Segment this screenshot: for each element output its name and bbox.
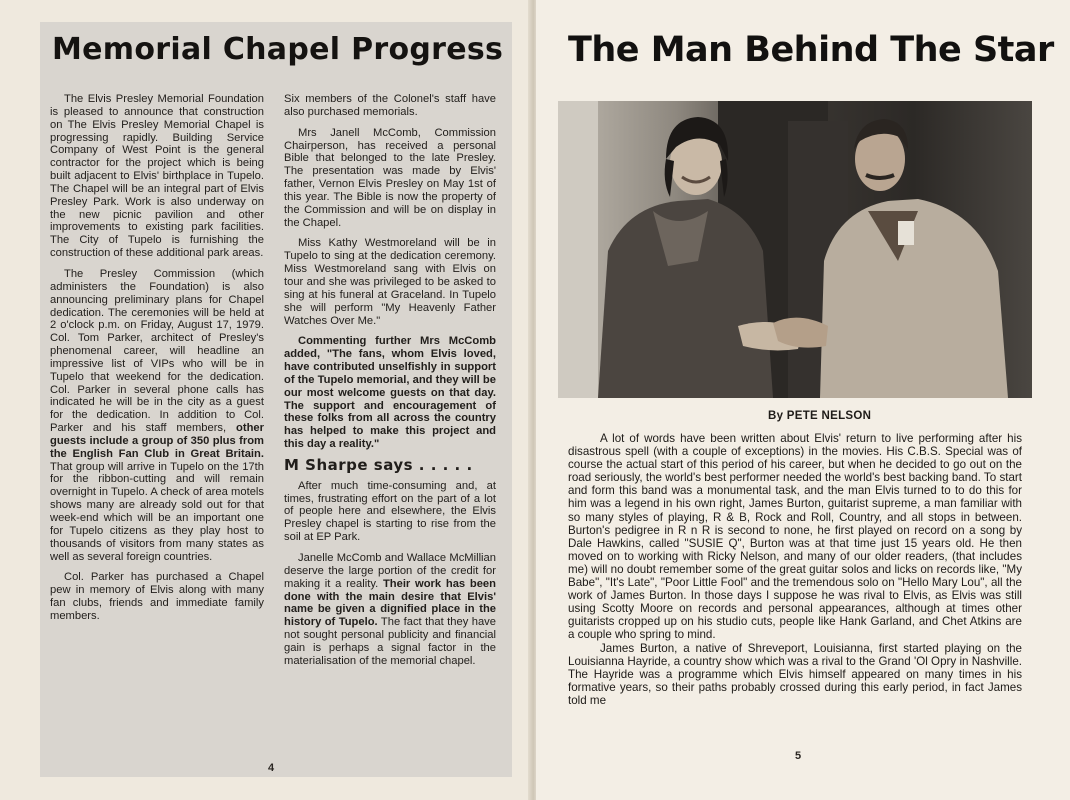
page-number-right: 5	[795, 750, 802, 762]
paragraph: The Elvis Presley Memorial Foundation is pleased to announce that construction on The Elvis Presley Memorial Chapel is progressing rapidly. Building Service Company of West Point is the general contractor for the project which is being built adjacent to Elvis' birthplace in Tupelo. The Chapel will be an integral part of Elvis Presley Park. Work is also underway on the new picnic pavilion and other improvements to existing park facilities. The City of Tupelo is furnishing the construction of these additional park areas.	[50, 93, 264, 260]
section-heading: M Sharpe says . . . . .	[284, 455, 473, 474]
byline: By PETE NELSON	[768, 410, 872, 422]
text-run: The Presley Commission (which administers the Foundation) is also announcing preliminary plans for Chapel dedication. The ceremonies will be held at 2 o'clock p.m. on Friday, August 17, 1979. Col. Tom Parker, architect of Presley's phenomenal career, will headline an impressive list of VIPs who will be in Tupelo that weekend for the dedication. Col. Parker in several phone calls has indicated he will be in the city as a guest for the dedication. In addition to Col. Parker and his staff members,	[50, 267, 264, 435]
bold-text-run: Their work has been done with the main desire that Elvis' name be given a dignified place in the history of Tupelo.	[284, 577, 496, 629]
bold-text-run: Commenting further Mrs McComb added, "The fans, whom Elvis loved, have contributed unselfishly in support of the Tupelo memorial, and they will be our most welcome guests on that day. The support and encouragement of these folks from all across the country has helped to make this project and this day a reality."	[284, 335, 496, 451]
paragraph	[284, 335, 496, 451]
text-run: The fact that they have not sought personal publicity and financial gain is perhaps a signal factor in the materialisation of the memorial chapel.	[284, 616, 497, 667]
paragraph: A lot of words have been written about Elvis' return to live performing after his disastrous spell (with a couple of exceptions) in the movies. His C.B.S. Special was of course the actual start of this period of his career, but when he decided to go out on the road seriously, the world's best performer needed the world's best backing band. To start and form this band was a monumental task, and the man Elvis turned to to do this for him was a legend in his own right, James Burton, guitarist supreme, a man familiar with so many styles of playing, R & B, Rock and Roll, Country, and all stops in between. Burton's pedigree in R n R is second to none, he first played on record on a song by Dale Hawkins, called "SUSIE Q", Burton was at that time just 15 years old. He then moved on to working with Ricky Nelson, and many of our older readers, (that includes me) will no doubt remember some of the great guitar solos and licks on records like, "My Babe", "It's Late", "Poor Little Fool" and the tremendous solo on "Hello Mary Lou", all the work of James Burton. In those days I suppose he was rival to Elvis, as Elvis was still using Scotty Moore on records and personal appearances, although at times other guitarists cropped up on his studio cuts, people like Hank Garland, and Chet Atkins are a couple who spring to mind.	[568, 432, 1022, 642]
paragraph: Miss Kathy Westmoreland will be in Tupelo to sing at the dedication ceremony. Miss Westmoreland sang with Elvis on tour and she was privileged to be asked to sing at his funeral at Graceland. In Tupelo she will perform "My Heavenly Father Watches Over Me."	[284, 237, 496, 327]
text-run: Janelle McComb and Wallace McMillian deserve the large portion of the credit for making it a reality.	[284, 552, 496, 590]
paragraph	[284, 552, 496, 668]
left-column-a	[50, 93, 264, 631]
handshake-photo-illustration	[558, 101, 1032, 398]
page-number-left: 4	[268, 762, 275, 774]
paragraph	[50, 268, 264, 563]
photo-handshake	[558, 101, 1032, 398]
text-run: That group will arrive in Tupelo on the 17th for the ribbon-cutting and will remain overnight in Tupelo. A check of area motels shows many are already sold out for that week-end which will be an important one for Tupelo citizens as they play host to thousands of visitors from many states as well as several foreign countries.	[50, 460, 264, 563]
left-column-b	[284, 93, 496, 676]
right-page-title: The Man Behind The Star	[568, 30, 1054, 70]
left-page-title: Memorial Chapel Progress	[52, 32, 504, 67]
bold-text-run: other guests include a group of 350 plus from the English Fan Club in Great Britain.	[50, 422, 264, 460]
paragraph: James Burton, a native of Shreveport, Louisianna, first started playing on the Louisianna Hayride, a country show which was a rival to the Grand 'Ol Opry in Nashville. The Hayride was a programme which Elvis himself appeared on many times in his formative years, so their paths probably crossed during this early period, in fact James told me	[568, 641, 1022, 707]
paragraph: After much time-consuming and, at times, frustrating effort on the part of a lot of people here and elsewhere, the Elvis Presley chapel is starting to rise from the soil at EP Park.	[284, 479, 496, 544]
right-column	[568, 432, 1022, 707]
paragraph: Six members of the Colonel's staff have also purchased memorials.	[284, 93, 496, 118]
paragraph: Mrs Janell McComb, Commission Chairperson, has received a personal Bible that belonged to the late Presley. The presentation was made by Elvis' father, Vernon Elvis Presley on May 1st of this year. The Bible is now the property of the Commission and will be on display in the Chapel.	[284, 126, 496, 229]
paragraph: Col. Parker has purchased a Chapel pew in memory of Elvis along with many fan clubs, friends and immediate family members.	[50, 571, 264, 622]
